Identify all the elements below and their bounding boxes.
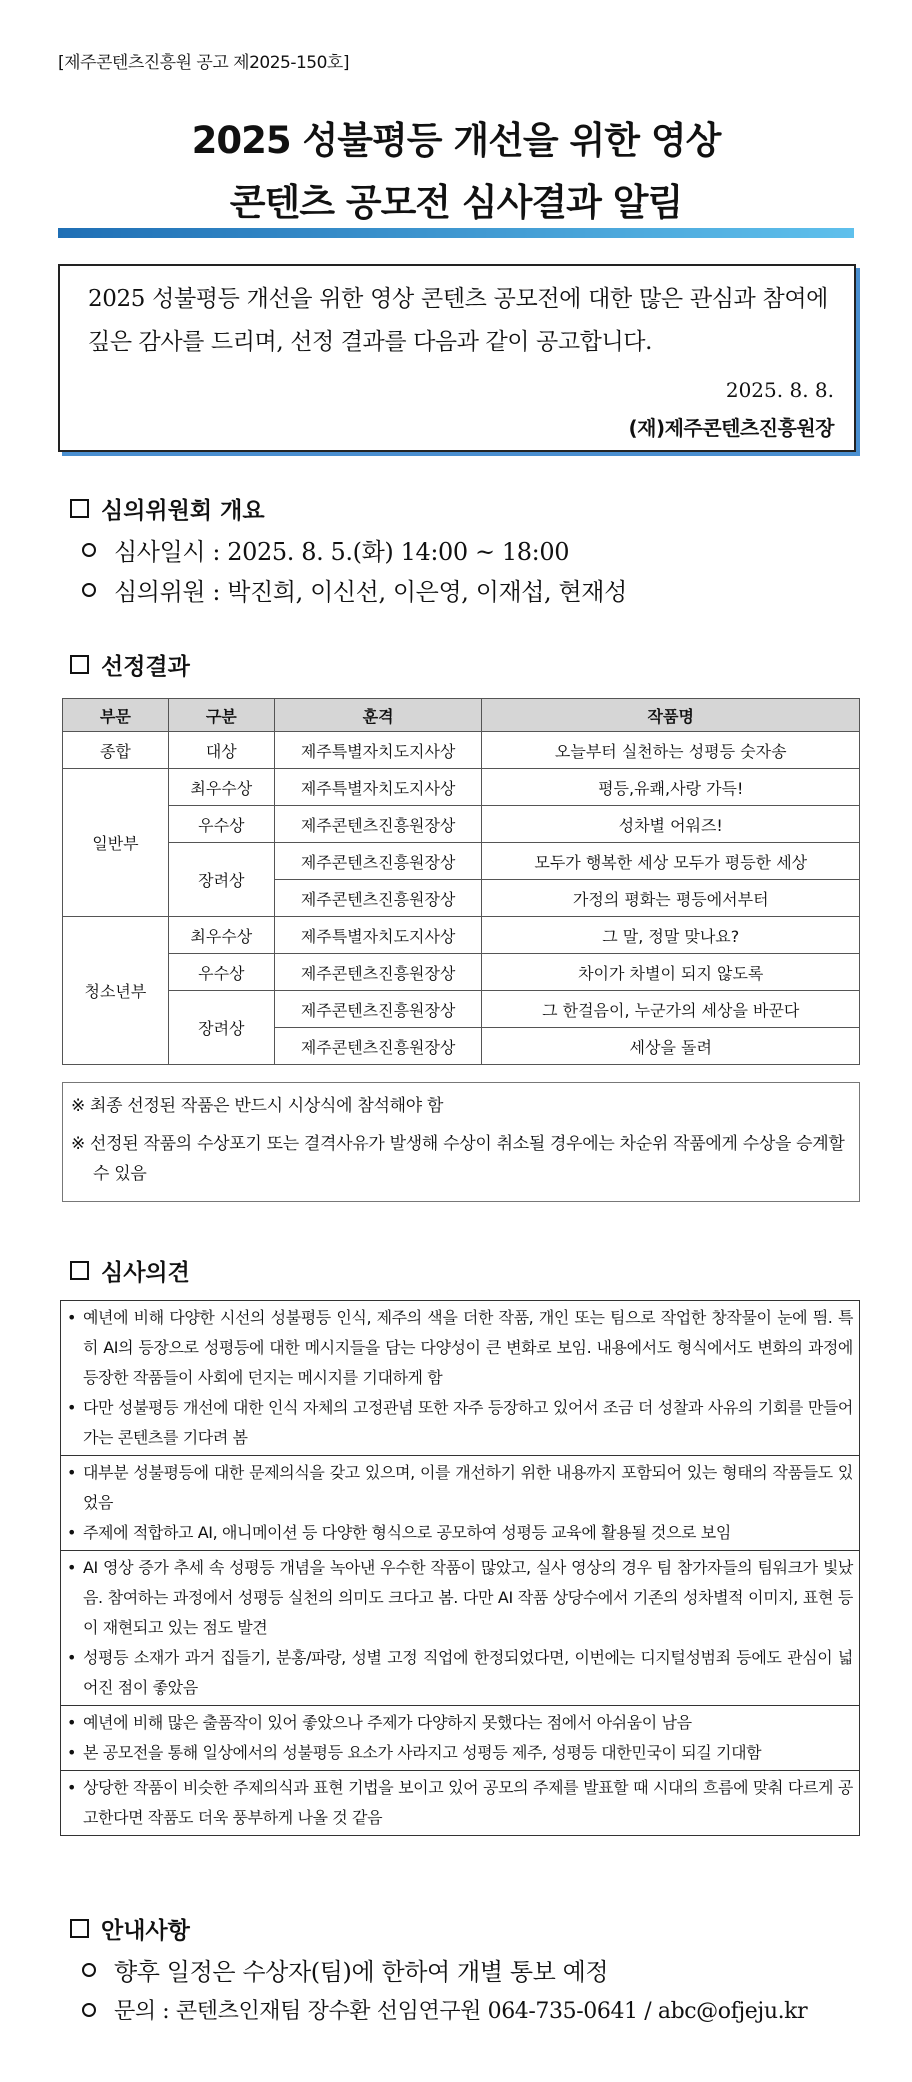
work-title-cell: 세상을 돌려: [482, 1028, 860, 1065]
square-bullet-icon: [70, 499, 89, 518]
division-cell: 종합: [63, 732, 169, 769]
circle-bullet-icon: [82, 583, 96, 597]
section-results-heading: [70, 648, 190, 681]
section-guide-heading: [70, 1912, 190, 1945]
results-note: ※ 최종 선정된 작품은 반드시 시상식에 참석해야 함: [71, 1096, 444, 1116]
title-line-1: 2025 성불평등 개선을 위한 영상: [191, 119, 721, 162]
committee-date-text: 심사일시 : 2025. 8. 5.(화) 14:00 ~ 18:00: [114, 538, 570, 566]
results-note: ※ 선정된 작품의 수상포기 또는 결격사유가 발생해 수상이 취소될 경우에는 차순위 작품에게 수상을 승계할 수 있음: [71, 1134, 845, 1184]
work-title-cell: 가정의 평화는 평등에서부터: [482, 880, 860, 917]
opinion-item: • 다만 성불평등 개선에 대한 인식 자체의 고정관념 또한 자주 등장하고 있어서 조금 더 성찰과 사유의 기회를 만들어가는 콘텐츠를 기다려 봄: [67, 1393, 853, 1453]
award-cell: 장려상: [168, 991, 274, 1065]
circle-bullet-icon: [82, 2003, 96, 2017]
table-row: [63, 991, 860, 1028]
column-header: 부문: [63, 699, 169, 732]
notice-number: [제주콘텐츠진흥원 공고 제2025-150호]: [58, 53, 349, 73]
opinion-item: • 주제에 적합하고 AI, 애니메이션 등 다양한 형식으로 공모하여 성평등 교육에 활용될 것으로 보임: [67, 1518, 853, 1548]
award-cell: 장려상: [168, 843, 274, 917]
opinion-item: • 대부분 성불평등에 대한 문제의식을 갖고 있으며, 이를 개선하기 위한 내용까지 포함되어 있는 형태의 작품들도 있었음: [67, 1458, 853, 1518]
opinion-group: [61, 1301, 859, 1456]
guide-contact-line: [82, 1994, 807, 2025]
guide-schedule-text: 향후 일정은 수상자(팀)에 한하여 개별 통보 예정: [114, 1958, 609, 1986]
section-committee-title: 심의위원회 개요: [101, 498, 265, 524]
work-title-cell: 차이가 차별이 되지 않도록: [482, 954, 860, 991]
award-cell: 대상: [168, 732, 274, 769]
square-bullet-icon: [70, 655, 89, 674]
opinion-item: • 예년에 비해 다양한 시선의 성불평등 인식, 제주의 색을 더한 작품, 개인 또는 팀으로 작업한 창작물이 눈에 띔. 특히 AI의 등장으로 성평등에 대한 메시지들을 담는 다양성이 큰 변화로 보임. 내용에서도 형식에서도 변화의 과정에 등장한 작품들이 사회에 던지는 메시지를 기대하게 함: [67, 1303, 853, 1393]
opinions-box: [60, 1300, 860, 1836]
division-cell: 일반부: [63, 769, 169, 917]
committee-date-line: [82, 532, 569, 567]
opinion-group: [61, 1456, 859, 1551]
table-row: [63, 806, 860, 843]
table-row: [63, 954, 860, 991]
award-cell: 우수상: [168, 954, 274, 991]
work-title-cell: 그 말, 정말 맞나요?: [482, 917, 860, 954]
opinion-item: • AI 영상 증가 추세 속 성평등 개념을 녹아낸 우수한 작품이 많았고, 실사 영상의 경우 팀 참가자들의 팀워크가 빛났음. 참여하는 과정에서 성평등 실천의 의미도 크다고 봄. 다만 AI 작품 상당수에서 기존의 성차별적 이미지, 표현 등이 재현되고 있는 점도 발견: [67, 1553, 853, 1643]
work-title-cell: 평등,유쾌,사랑 가득!: [482, 769, 860, 806]
results-table: [62, 698, 860, 1065]
opinion-item: • 예년에 비해 많은 출품작이 있어 좋았으나 주제가 다양하지 못했다는 점에서 아쉬움이 남음: [67, 1708, 853, 1738]
results-notes-box: [62, 1082, 860, 1202]
honor-cell: 제주콘텐츠진흥원장상: [274, 880, 482, 917]
honor-cell: 제주특별자치도지사상: [274, 917, 482, 954]
work-title-cell: 그 한걸음이, 누군가의 세상을 바꾼다: [482, 991, 860, 1028]
column-header: 구분: [168, 699, 274, 732]
circle-bullet-icon: [82, 1963, 96, 1977]
circle-bullet-icon: [82, 543, 96, 557]
work-title-cell: 오늘부터 실천하는 성평등 숫자송: [482, 732, 860, 769]
table-row: [63, 732, 860, 769]
table-row: [63, 917, 860, 954]
honor-cell: 제주콘텐츠진흥원장상: [274, 843, 482, 880]
honor-cell: 제주특별자치도지사상: [274, 769, 482, 806]
square-bullet-icon: [70, 1919, 89, 1938]
announcing-organization: (재)제주콘텐츠진흥원장: [628, 416, 834, 440]
guide-contact-text: 문의 : 콘텐츠인재팀 장수환 선임연구원 064-735-0641 / abc@ofjeju.kr: [114, 1999, 808, 2024]
intro-box: [58, 264, 856, 452]
division-cell: 청소년부: [63, 917, 169, 1065]
honor-cell: 제주콘텐츠진흥원장상: [274, 1028, 482, 1065]
title-line-2: 콘텐츠 공모전 심사결과 알림: [229, 181, 683, 224]
honor-cell: 제주콘텐츠진흥원장상: [274, 991, 482, 1028]
square-bullet-icon: [70, 1261, 89, 1280]
committee-members-text: 심의위원 : 박진희, 이신선, 이은영, 이재섭, 현재성: [114, 578, 627, 606]
table-header-row: [63, 699, 860, 732]
title-underline-bar: [58, 228, 854, 238]
committee-members-line: [82, 572, 627, 607]
opinion-group: [61, 1551, 859, 1706]
column-header: 작품명: [482, 699, 860, 732]
announcement-date: 2025. 8. 8.: [725, 378, 834, 402]
work-title-cell: 모두가 행복한 세상 모두가 평등한 세상: [482, 843, 860, 880]
opinion-item: • 성평등 소재가 과거 집들기, 분홍/파랑, 성별 고정 직업에 한정되었다면, 이번에는 디지털성범죄 등에도 관심이 넓어진 점이 좋았음: [67, 1643, 853, 1703]
opinion-group: [61, 1771, 859, 1835]
honor-cell: 제주콘텐츠진흥원장상: [274, 806, 482, 843]
section-guide-title: 안내사항: [101, 1918, 190, 1944]
award-cell: 최우수상: [168, 917, 274, 954]
honor-cell: 제주콘텐츠진흥원장상: [274, 954, 482, 991]
section-results-title: 선정결과: [101, 654, 190, 680]
work-title-cell: 성차별 어워즈!: [482, 806, 860, 843]
honor-cell: 제주특별자치도지사상: [274, 732, 482, 769]
intro-text: 2025 성불평등 개선을 위한 영상 콘텐츠 공모전에 대한 많은 관심과 참여에 깊은 감사를 드리며, 선정 결과를 다음과 같이 공고합니다.: [88, 286, 828, 355]
table-row: [63, 843, 860, 880]
section-opinions-title: 심사의견: [101, 1260, 190, 1286]
table-row: [63, 769, 860, 806]
award-cell: 최우수상: [168, 769, 274, 806]
opinion-item: • 상당한 작품이 비슷한 주제의식과 표현 기법을 보이고 있어 공모의 주제를 발표할 때 시대의 흐름에 맞춰 다르게 공고한다면 작품도 더욱 풍부하게 나올 것 같음: [67, 1773, 853, 1833]
opinion-group: [61, 1706, 859, 1771]
section-opinions-heading: [70, 1254, 190, 1287]
column-header: 훈격: [274, 699, 482, 732]
section-committee-heading: [70, 492, 265, 525]
award-cell: 우수상: [168, 806, 274, 843]
guide-schedule-line: [82, 1952, 608, 1987]
opinion-item: • 본 공모전을 통해 일상에서의 성불평등 요소가 사라지고 성평등 제주, 성평등 대한민국이 되길 기대함: [67, 1738, 853, 1768]
